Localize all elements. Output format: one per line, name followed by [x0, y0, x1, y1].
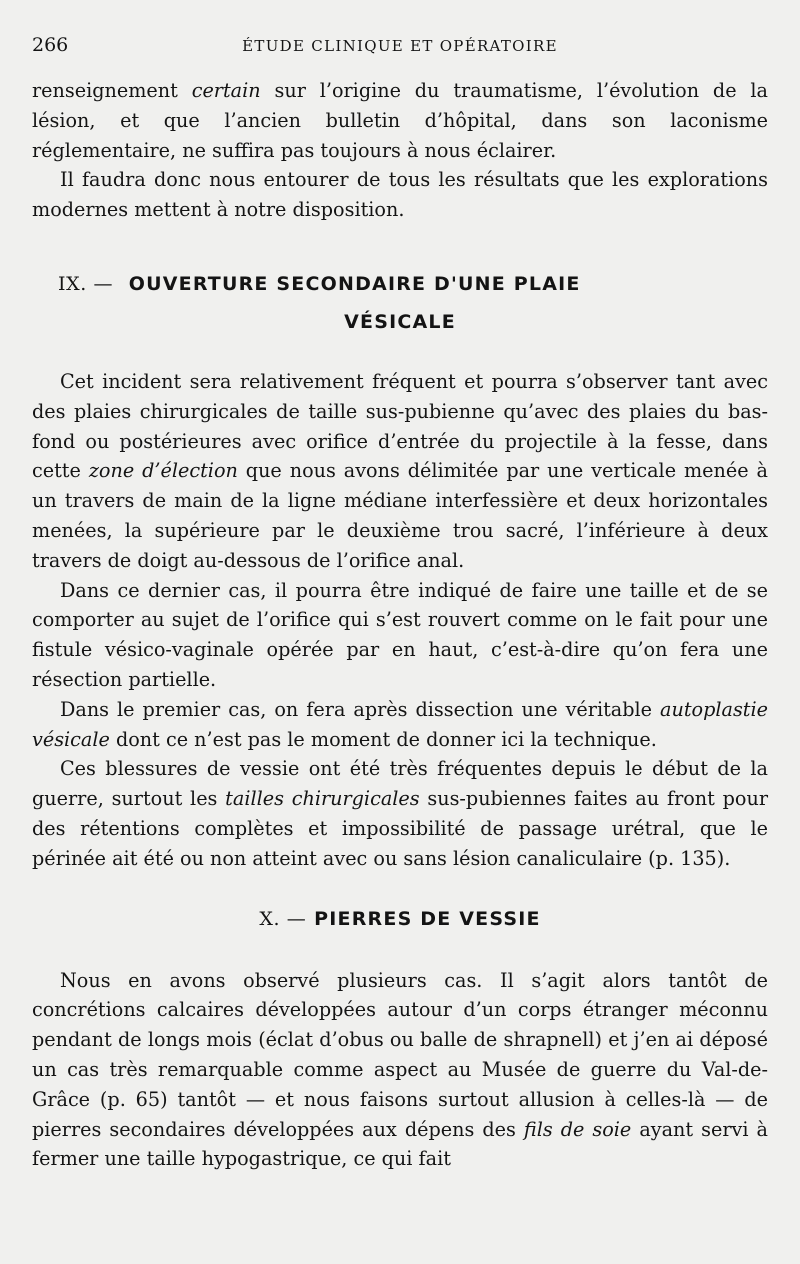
section-heading-x [32, 902, 768, 936]
intro-paragraph-2: Il faudra donc nous entourer de tous les résultats que les explorations modernes mettent à notre disposition. [32, 168, 768, 222]
text-run: sus-pubiennes faites au front pour des rétentions complètes et impossibilité de passage urétral, que le périnée ait été ou non atteint avec ou sans lésion canaliculaire (p. 135). [32, 787, 769, 870]
text-run: Nous en avons observé plusieurs cas. Il s’agit alors tantôt de concrétions calcaires développées autour d’un corps étranger méconnu pendant de longs mois (éclat d’obus ou balle de shrapnell) et j’en ai déposé un cas très remarquable comme aspect au Musée de guerre du Val-de-Grâce (p. 65) tantôt — et nous faisons surtout allusion à celles-là — de pierres secondaires développées aux dépens des [32, 968, 768, 1141]
running-head [32, 28, 768, 62]
running-title: ÉTUDE CLINIQUE ET OPÉRATOIRE [242, 37, 558, 55]
section-x-paragraph-1 [32, 966, 768, 1175]
intro-paragraph-1 [32, 76, 768, 165]
section-heading-ix-continued [32, 305, 768, 339]
section-ix-paragraph-1 [32, 367, 768, 576]
section-heading-ix [32, 267, 768, 301]
section-number: IX. — [58, 272, 114, 295]
text-run: Ces blessures de vessie ont été très fréquentes depuis le début de la guerre, surtout les [32, 757, 768, 811]
text-run: que nous avons délimitée par une verticale menée à un travers de main de la ligne médiane interfessière et deux horizontales menées, la supérieure par le deuxième trou sacré, l’inférieure à deux travers de doigt au-dessous de l’orifice anal. [32, 459, 768, 572]
italic-term: autoplastie vésicale [32, 697, 768, 751]
section-ix-paragraph-4 [32, 754, 768, 873]
text-run: Cet incident sera relativement fréquent et pourra s’observer tant avec des plaies chirurgicales de taille sus-pubienne qu’avec des plaies du bas-fond ou postérieures avec orifice d’entrée du projectile à la fesse, dans cette [32, 369, 768, 483]
italic-term: zone d’élection [88, 459, 238, 483]
italic-term: fils de soie [523, 1117, 632, 1141]
text-run: ayant servi à fermer une taille hypogastrique, ce qui fait [32, 1117, 769, 1171]
italic-term: certain [191, 79, 261, 102]
text-run: renseignement [32, 79, 192, 102]
text-run: dont ce n’est pas le moment de donner ici la technique. [109, 727, 657, 751]
text-run: Dans le premier cas, on fera après dissection une véritable [60, 697, 661, 721]
italic-term: tailles chirurgicales [225, 787, 420, 811]
text-run: sur l’origine du traumatisme, l’évolution de la lésion, et que l’ancien bulletin d’hôpital, dans son laconisme réglementaire, ne suffira pas toujours à nous éclairer. [32, 79, 768, 162]
section-ix-paragraph-3 [32, 695, 768, 755]
page-number: 266 [32, 34, 69, 56]
section-number: X. — [259, 907, 307, 930]
section-title: PIERRES DE VESSIE [314, 907, 541, 930]
section-title-line-1: OUVERTURE SECONDAIRE D'UNE PLAIE [128, 272, 581, 295]
section-ix-paragraph-2: Dans ce dernier cas, il pourra être indiqué de faire une taille et de se comporter au sujet de l’orifice qui s’est rouvert comme on le fait pour une fistule vésico-vaginale opérée par en haut, c’est-à-dire qu’on fera une résection partielle. [32, 578, 768, 691]
section-title-line-2: VÉSICALE [344, 310, 456, 333]
